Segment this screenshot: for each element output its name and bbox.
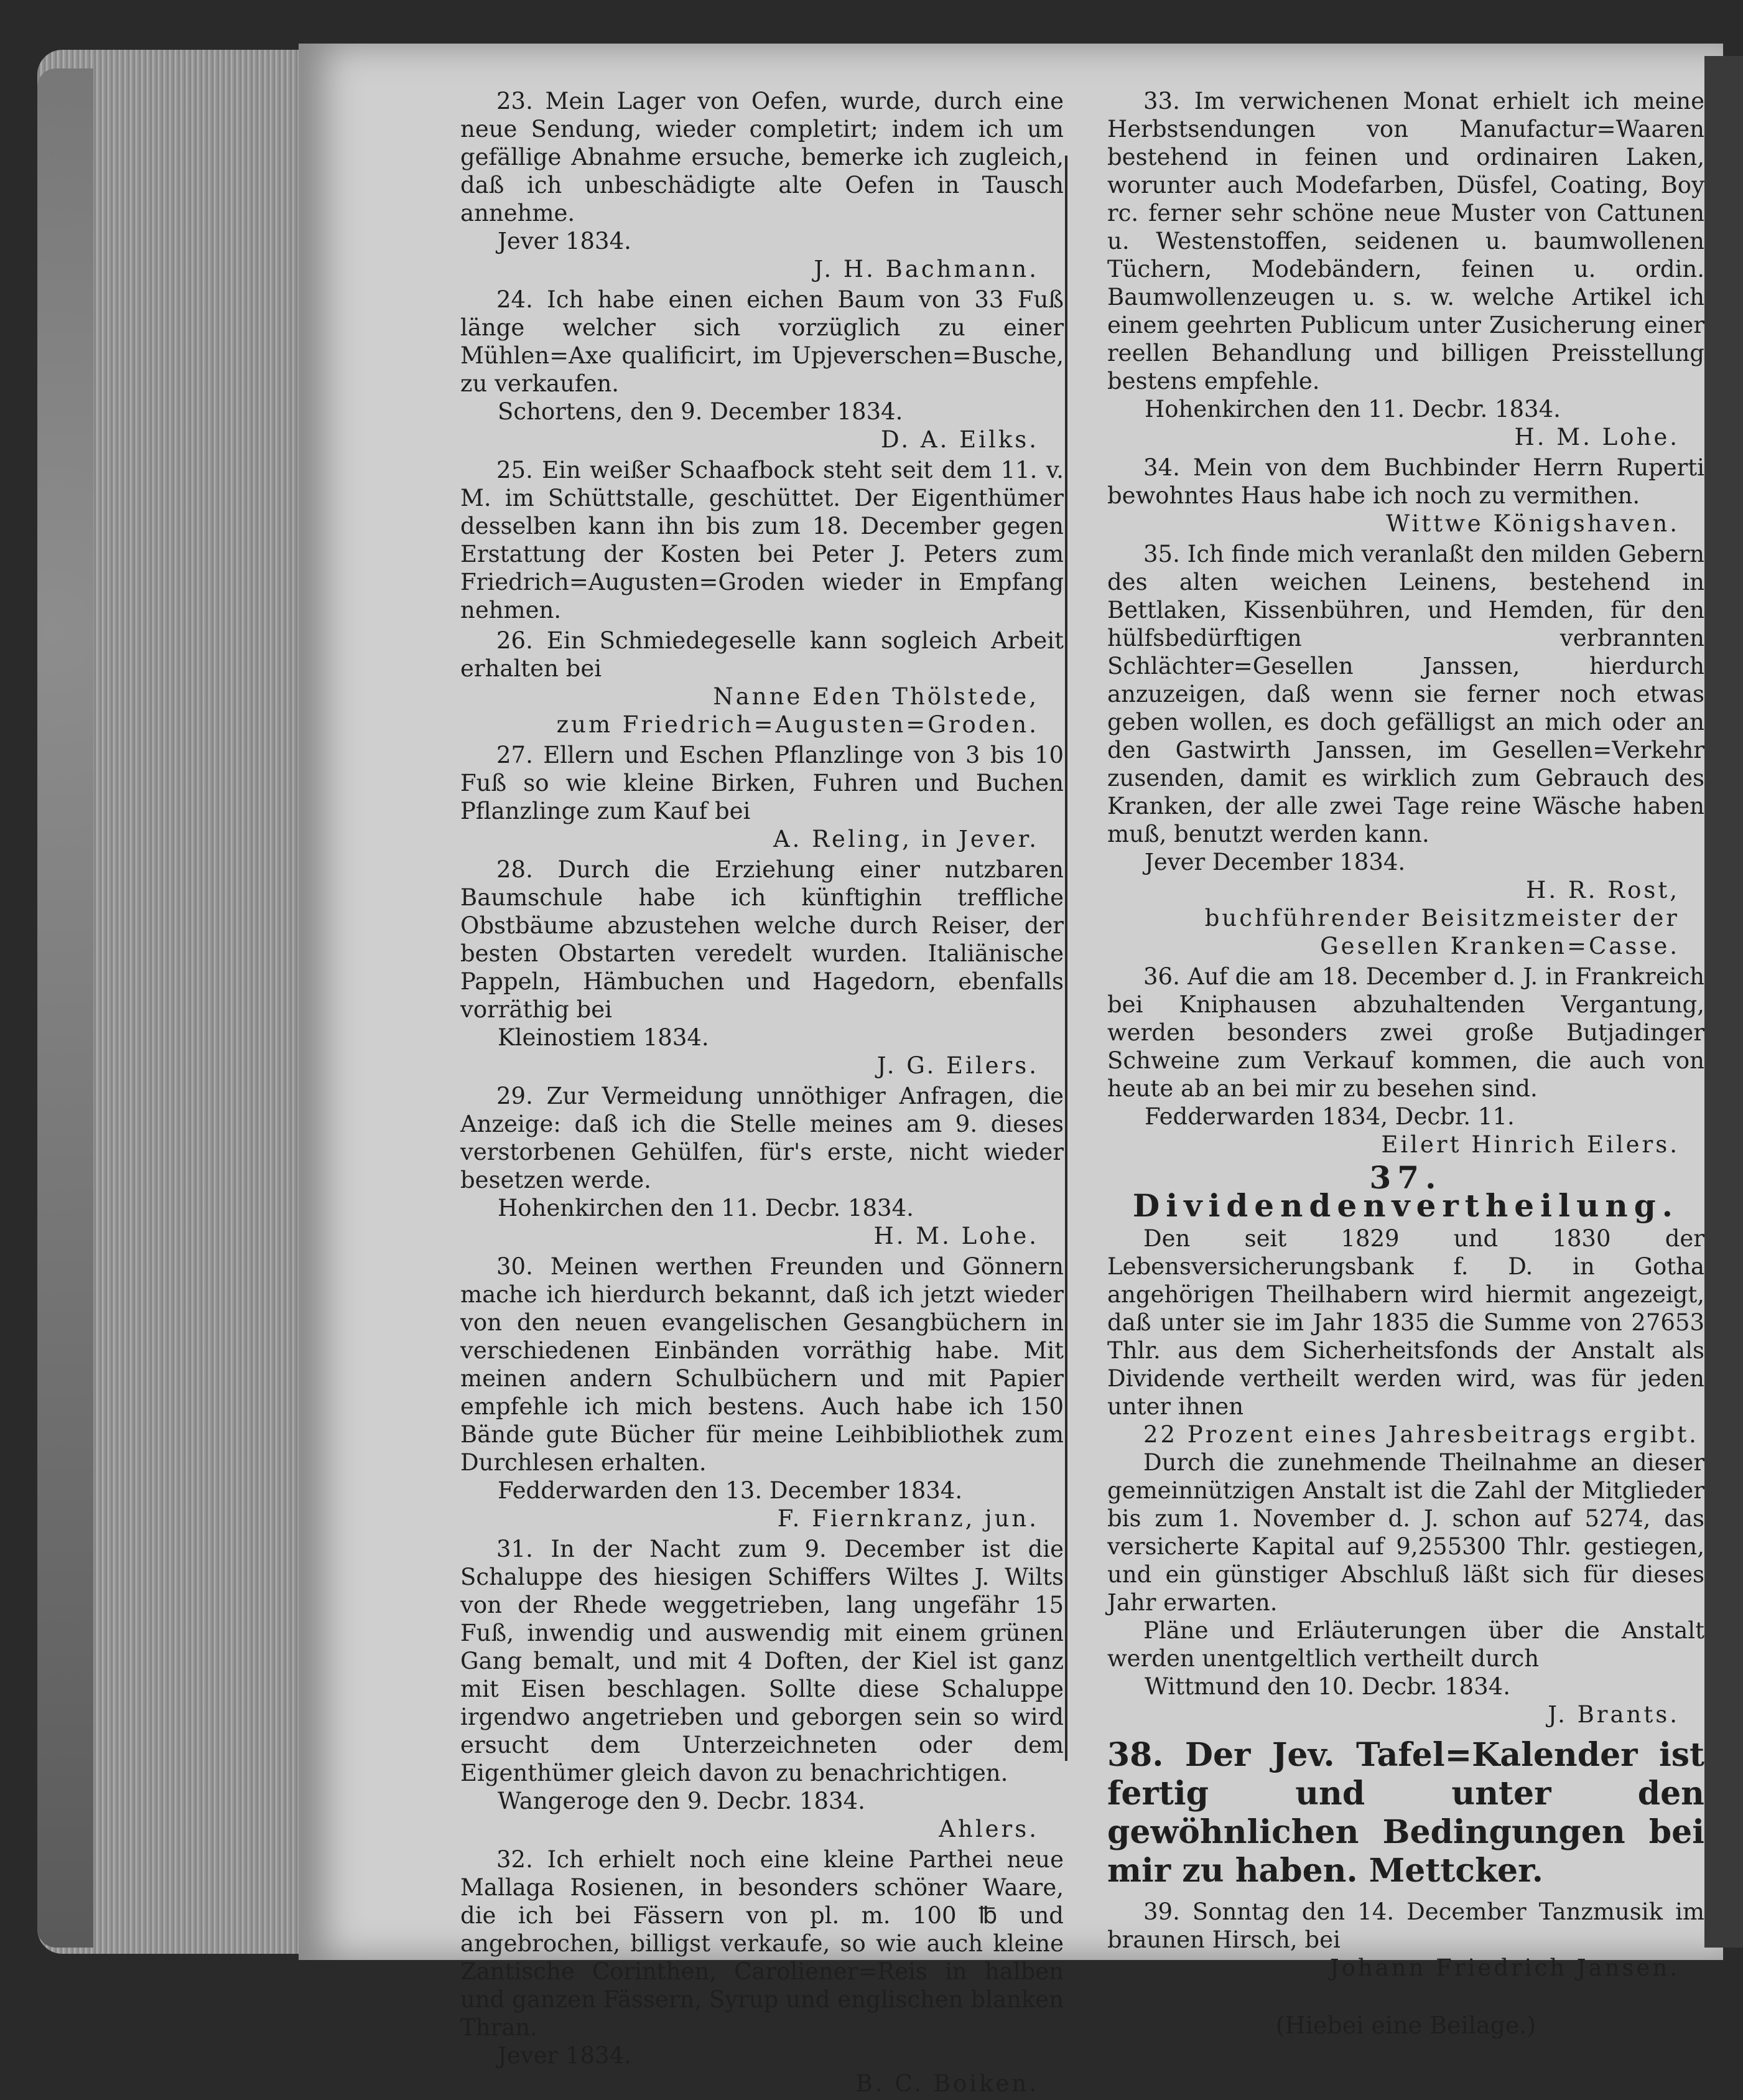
right-column [1107,87,1704,2040]
advertisement [1107,963,1704,1159]
ad-text: 24. Ich habe einen eichen Baum von 33 Fuß länge welcher sich vorzüglich zu einer Mühlen=Axe qualificirt, im Upjeverschen=Busche, zu verkaufen. [460,286,1064,397]
book-spine [37,68,93,1948]
ad-37-text: Pläne und Erläuterungen über die Anstalt werden unentgeltlich vertheilt durch [1107,1617,1704,1672]
advertisement [460,741,1064,853]
advertisement [460,286,1064,454]
ad-39 [1107,1898,1704,1982]
right-ads [1107,87,1704,1159]
ad-signature: A. Reling, in Jever. [773,826,1039,852]
advertisement [460,456,1064,624]
advertisement [460,627,1064,739]
ad-place-date: Fedderwarden den 13. December 1834. [498,1477,963,1504]
ad-signature-line2: zum Friedrich=Augusten=Groden. [556,711,1039,738]
ad-text: 33. Im verwichenen Monat erhielt ich meine Herbstsendungen von Manufactur=Waaren bestehend in feinen und ordinairen Laken, worunter auch Modefarben, Düsfel, Coating, Boy rc. ferner sehr schöne neue Muster von Cattunen u. Westenstoffen, seidenen u. baumwollenen Tüchern, Modebändern, feinen u. ordin. Baumwollenzeugen u. s. w. welche Artikel ich einem geehrten Publicum unter Zusicherung einer reellen Behandlung und billigen Preisstellung bestens empfehle. [1107,88,1704,394]
ad-text: 31. In der Nacht zum 9. December ist die Schaluppe des hiesigen Schiffers Wiltes J. Wilts von der Rhede weggetrieben, lang ungefähr 15 Fuß, inwendig und auswendig mit einem grünen Gang bemalt, und mit 4 Doften, der Kiel ist ganz mit Eisen beschlagen. Sollte diese Schaluppe irgendwo angetrieben und geborgen sein so wird ersucht dem Unterzeichneten oder dem Eigenthümer gleich davon zu benachrichtigen. [460,1536,1064,1786]
advertisement [460,1535,1064,1843]
ad-37-text: Durch die zunehmende Theilnahme an dieser gemeinnützigen Anstalt ist die Zahl der Mitglieder bis zum 1. November d. J. schon auf 5274, das versicherte Kapital auf 9,255300 Thlr. gestiegen, und ein günstiger Abschluß läßt sich für dieses Jahr erwarten. [1107,1449,1704,1616]
heading-dividend: 37. Dividendenvertheilung. [1132,1159,1680,1224]
ad-signature: F. Fiernkranz, jun. [777,1505,1039,1532]
heading-calendar: 38. Der Jev. Tafel=Kalender ist fertig und unter den gewöhnlichen Bedingungen bei mir zu haben. Mettcker. [1107,1736,1704,1890]
ad-place-date: Jever December 1834. [1145,849,1406,875]
supplement-note: (Hiebei eine Beilage.) [1275,2012,1536,2039]
ad-place-date: Fedderwarden 1834, Decbr. 11. [1145,1103,1515,1130]
ad-text: 32. Ich erhielt noch eine kleine Parthei neue Mallaga Rosienen, in besonders schöner Waare, die ich bei Fässern von pl. m. 100 ℔ und angebrochen, billigst verkaufe, so wie auch kleine Zantische Corinthen, Caroliener=Reis in halben und ganzen Fässern, Syrup und englischen blanken Thran. [460,1846,1064,2041]
page-gutter-shadow [1704,56,1743,1948]
ad-signature: H. R. Rost, [1526,877,1680,903]
ad-37-place: Wittmund den 10. Decbr. 1834. [1145,1673,1510,1700]
ad-39-signature: Johann Friedrich Jansen. [1329,1954,1680,1981]
advertisement [1107,454,1704,538]
advertisement [460,856,1064,1080]
ad-37-text: Den seit 1829 und 1830 der Lebensversicherungsbank f. D. in Gotha angehörigen Theilhabern wird hiermit angezeigt, daß unter sie im Jahr 1835 die Summe von 27653 Thlr. aus dem Sicherheitsfonds der Anstalt als Dividende vertheilt werden wird, was für jeden unter ihnen [1107,1225,1704,1420]
ad-place-date: Wangeroge den 9. Decbr. 1834. [498,1788,865,1814]
ad-signature: B. C. Boiken. [855,2070,1039,2097]
advertisement [460,87,1064,283]
ad-text: 34. Mein von dem Buchbinder Herrn Ruperti bewohntes Haus habe ich noch zu vermithen. [1107,454,1704,509]
ad-signature: H. M. Lohe. [1514,424,1680,450]
ad-text: 29. Zur Vermeidung unnöthiger Anfragen, die Anzeige: daß ich die Stelle meines am 9. dieses verstorbenen Gehülfen, für's erste, nicht wieder besetzen werde. [460,1083,1064,1193]
ad-signature: Nanne Eden Thölstede, [713,683,1039,710]
ad-place-date: Hohenkirchen den 11. Decbr. 1834. [1145,396,1561,422]
ad-39-text: 39. Sonntag den 14. December Tanzmusik im braunen Hirsch, bei [1107,1898,1704,1953]
ad-text: 28. Durch die Erziehung einer nutzbaren Baumschule habe ich künftighin treffliche Obstbäume abzustehen welche durch Reiser, der besten Obstarten veredelt wurden. Italiänische Pappeln, Hämbuchen und Hagedorn, ebenfalls vorräthig bei [460,856,1064,1023]
ad-37-text: 22 Prozent eines Jahresbeitrags ergibt. [1143,1421,1699,1448]
ad-signature-line2: buchführender Beisitzmeister der Gesellen Kranken=Casse. [1204,905,1680,959]
ad-37 [1107,1225,1704,1729]
ad-signature: Eilert Hinrich Eilers. [1381,1131,1680,1158]
ad-place-date: Kleinostiem 1834. [498,1024,709,1051]
ad-place-date: Hohenkirchen den 11. Decbr. 1834. [498,1195,914,1221]
ad-text: 35. Ich finde mich veranlaßt den milden Gebern des alten weichen Leinens, bestehend in Bettlaken, Kissenbühren, und Hemden, für den hülfsbedürftigen verbrannten Schlächter=Gesellen Janssen, hierdurch anzuzeigen, daß wenn sie ferner noch etwas geben wollen, es doch gefälligst an mich oder an den Gastwirth Janssen, im Gesellen=Verkehr zusenden, damit es wirklich zum Gebrauch des Kranken, der alle zwei Tage reine Wäsche haben muß, benutzt werden kann. [1107,541,1704,847]
ad-text: 30. Meinen werthen Freunden und Gönnern mache ich hierdurch bekannt, daß ich jetzt wieder von den neuen evangelischen Gesangbüchern in verschiedenen Einbänden vorräthig habe. Mit meinen andern Schulbüchern und mit Papier empfehle ich mich bestens. Auch habe ich 150 Bände gute Bücher für meine Leihbibliothek zum Durchlesen erhalten. [460,1253,1064,1476]
ad-signature: J. H. Bachmann. [814,256,1039,282]
ad-text: 23. Mein Lager von Oefen, wurde, durch eine neue Sendung, wieder completirt; indem ich um gefällige Abnahme ersuche, bemerke ich zugleich, daß ich unbeschädigte alte Oefen in Tausch annehme. [460,88,1064,226]
ad-signature: Wittwe Königshaven. [1386,510,1680,537]
ad-place-date: Schortens, den 9. December 1834. [498,398,903,425]
advertisement [460,1846,1064,2098]
ad-text: 26. Ein Schmiedegeselle kann sogleich Arbeit erhalten bei [460,627,1064,682]
ad-signature: J. G. Eilers. [876,1052,1039,1079]
ad-text: 27. Ellern und Eschen Pflanzlinge von 3 bis 10 Fuß so wie kleine Birken, Fuhren und Buchen Pflanzlinge zum Kauf bei [460,742,1064,824]
closing-rule [1107,1995,1698,1998]
ad-place-date: Jever 1834. [498,228,631,254]
ad-37-signature: J. Brants. [1548,1701,1680,1728]
ad-text: 36. Auf die am 18. December d. J. in Frankreich bei Kniphausen abzuhaltenden Vergantung, werden besonders zwei große Butjadinger Schweine zum Verkauf kommen, die auch von heute ab an bei mir zu besehen sind. [1107,963,1704,1102]
advertisement [460,1082,1064,1250]
ad-text: 25. Ein weißer Schaafbock steht seit dem 11. v. M. im Schüttstalle, geschüttet. Der Eigenthümer desselben kann ihn bis zum 18. December gegen Erstattung der Kosten bei Peter J. Peters zum Friedrich=Augusten=Groden wieder in Empfang nehmen. [460,457,1064,623]
ad-place-date: Jever 1834. [498,2042,631,2069]
advertisement [460,1253,1064,1533]
advertisement [1107,540,1704,960]
left-column [460,87,1064,2100]
ad-signature: Ahlers. [939,1816,1039,1842]
advertisement [1107,87,1704,451]
ad-signature: H. M. Lohe. [873,1223,1039,1249]
column-divider [1065,156,1067,1761]
ad-signature: D. A. Eilks. [881,426,1039,453]
